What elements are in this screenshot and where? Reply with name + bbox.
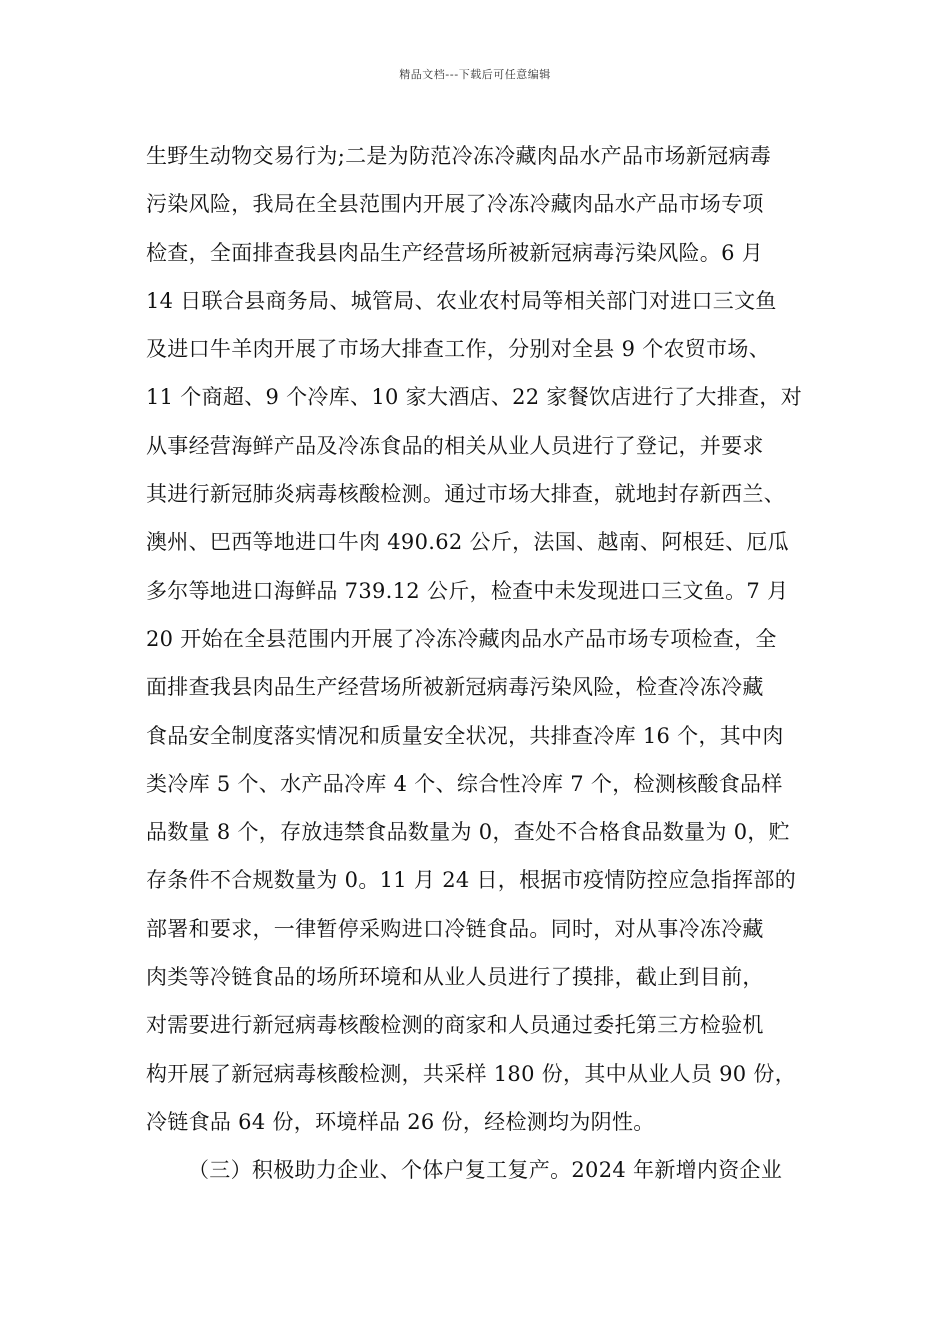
text-line: 部署和要求，一律暂停采购进口冷链食品。同时，对从事冷冻冷藏: [146, 916, 764, 941]
text-line: 检查，全面排查我县肉品生产经营场所被新冠病毒污染风险。6 月: [146, 240, 764, 265]
text-line: 冷链食品 64 份，环境样品 26 份，经检测均为阴性。: [146, 1109, 655, 1134]
text-line: 肉类等冷链食品的场所环境和从业人员进行了摸排，截止到目前，: [146, 965, 764, 990]
text-line: 生野生动物交易行为;二是为防范冷冻冷藏肉品水产品市场新冠病毒: [146, 144, 772, 168]
text-line: 20 开始在全县范围内开展了冷冻冷藏肉品水产品市场专项检查，全: [146, 626, 777, 651]
text-line: 类冷库 5 个、水产品冷库 4 个、综合性冷库 7 个，检测核酸食品样: [146, 771, 783, 796]
text-line: 对需要进行新冠病毒核酸检测的商家和人员通过委托第三方检验机: [146, 1013, 764, 1038]
text-line: 面排查我县肉品生产经营场所被新冠病毒污染风险，检查冷冻冷藏: [146, 675, 764, 700]
document-body: [146, 132, 826, 1195]
text-line: 存条件不合规数量为 0。11 月 24 日，根据市疫情防控应急指挥部的: [146, 868, 797, 893]
paragraph-business-resumption: [146, 1146, 826, 1194]
paragraph-food-safety-inspection: [146, 132, 826, 1146]
text-line: 其进行新冠肺炎病毒核酸检测。通过市场大排查，就地封存新西兰、: [146, 482, 785, 507]
text-line: 从事经营海鲜产品及冷冻食品的相关从业人员进行了登记，并要求: [146, 433, 764, 458]
text-line: 澳州、巴西等地进口牛肉 490.62 公斤，法国、越南、阿根廷、厄瓜: [146, 530, 790, 555]
section-heading-line: （三）积极助力企业、个体户复工复产。2024 年新增内资企业: [188, 1158, 783, 1183]
text-line: 14 日联合县商务局、城管局、农业农村局等相关部门对进口三文鱼: [146, 288, 777, 313]
text-line: 多尔等地进口海鲜品 739.12 公斤，检查中未发现进口三文鱼。7 月: [146, 578, 789, 603]
text-line: 11 个商超、9 个冷库、10 家大酒店、22 家餐饮店进行了大排查，对: [146, 385, 803, 410]
text-line: 品数量 8 个，存放违禁食品数量为 0，查处不合格食品数量为 0，贮: [146, 820, 790, 845]
text-line: 污染风险，我局在全县范围内开展了冷冻冷藏肉品水产品市场专项: [146, 192, 764, 217]
text-line: 食品安全制度落实情况和质量安全状况，共排查冷库 16 个，其中肉: [146, 723, 784, 748]
text-line: 构开展了新冠病毒核酸检测，共采样 180 份，其中从业人员 90 份，: [146, 1061, 797, 1086]
text-line: 及进口牛羊肉开展了市场大排查工作，分别对全县 9 个农贸市场、: [146, 337, 771, 362]
page-header: 精品文档---下载后可任意编辑: [399, 68, 551, 81]
